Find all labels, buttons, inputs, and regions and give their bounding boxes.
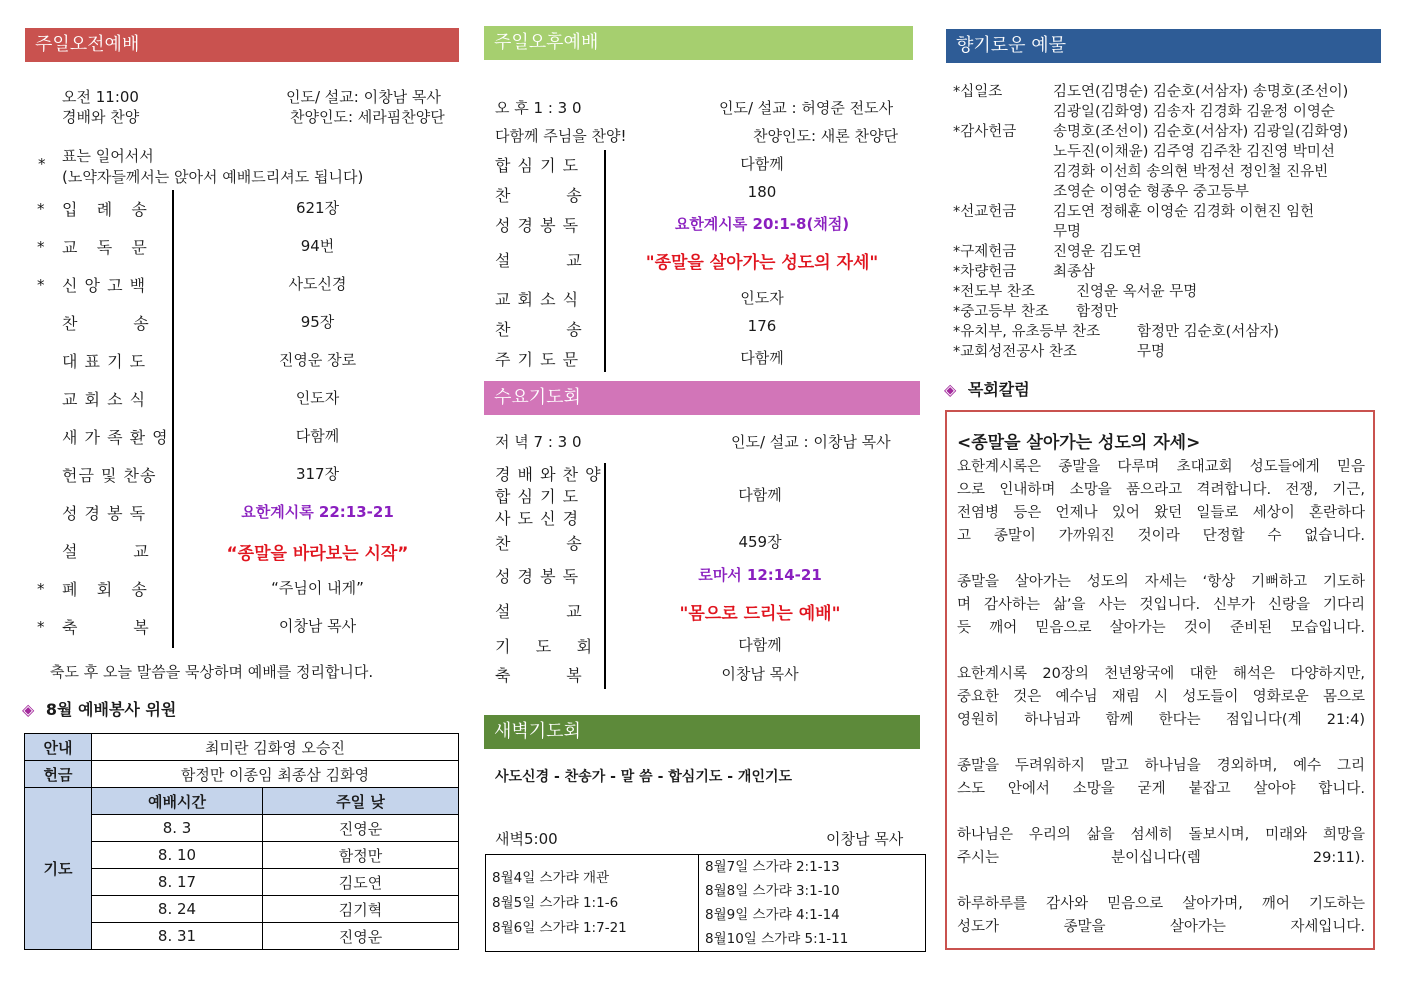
prayer-date: 8. 31 (92, 923, 263, 950)
dawn-order: 사도신경 - 찬송가 - 말 씀 - 합심기도 - 개인기도 (495, 769, 793, 785)
offering-label: *중고등부 찬조 (953, 304, 1049, 320)
column-line: 하루하루를 감사와 믿음으로 살아가며, 깨어 기도하는 (957, 896, 1365, 912)
row-value: 317장 (295, 465, 340, 483)
offering-names: 진영운 김도연 (1053, 244, 1142, 260)
prayer-date: 8. 24 (92, 896, 263, 923)
offerings-header: 향기로운 예물 (946, 29, 1381, 63)
wednesday-header: 수요기도회 (484, 381, 920, 415)
row-label: 축 복 (495, 666, 583, 685)
row-label: 사 도 신 경 (495, 509, 580, 528)
morning-praise-leader: 찬양인도: 세라핌찬양단 (290, 108, 445, 126)
row-label: 신 앙 고 백 (62, 276, 147, 295)
row-label: 설 교 (495, 251, 583, 270)
row-label: 경 배 와 찬 양 (495, 465, 602, 484)
column-paragraph (957, 456, 1365, 548)
row-label: 주 기 도 문 (495, 350, 580, 369)
prayer-name: 김도연 (263, 869, 459, 896)
dawn-right-item: 8월10일 스가랴 5:1-11 (705, 931, 849, 947)
row-label: 찬 송 (495, 534, 583, 553)
row-value: 다함께 (295, 427, 340, 445)
column-line: 영원히 하나님과 함께 한다는 점입니다(계 21:4) (957, 712, 1365, 728)
row-label: 성 경 봉 독 (495, 216, 580, 235)
offering-names: 김광일(김화영) 김송자 김경화 김윤정 이영순 (1053, 104, 1335, 120)
row-label: 대 표 기 도 (62, 352, 147, 371)
offering-label: *감사헌금 (953, 124, 1017, 140)
row-label: 기 도 회 (495, 637, 594, 656)
row-label: 교 회 소 식 (495, 290, 580, 309)
row-value: 진영운 장로 (278, 351, 357, 369)
diamond-icon: ◈ (22, 700, 35, 719)
row-value: 로마서 12:14-21 (698, 566, 822, 584)
row-value: "몸으로 드리는 예배" (679, 604, 841, 624)
row-value: 이창남 목사 (721, 665, 799, 683)
row-value: “주님이 내게” (271, 579, 364, 597)
prayer-name: 진영운 (263, 923, 459, 950)
offering-names: 김경화 이선희 송의현 박정선 정인철 진유빈 (1053, 164, 1329, 180)
row-label: 헌금 및 찬송 (62, 466, 157, 485)
afternoon-divider (604, 150, 606, 372)
row-label: 설 교 (62, 542, 150, 561)
column-line: 종말을 두려워하지 말고 하나님을 경외하며, 예수 그리 (957, 758, 1365, 774)
row-label: 찬 송 (62, 314, 150, 333)
row-value: 621장 (295, 199, 340, 217)
row-mark: * (37, 238, 45, 256)
column-paragraph (957, 755, 1365, 801)
dawn-leader: 이창남 목사 (826, 830, 904, 848)
prayer-name: 김기혁 (263, 896, 459, 923)
afternoon-time: 오 후 1 : 3 0 (495, 99, 582, 117)
column-title-text: 목회칼럼 (967, 380, 1030, 399)
morning-divider (172, 190, 174, 648)
offering-label: *차량헌금 (953, 264, 1017, 280)
row-label: 교 회 소 식 (62, 390, 147, 409)
offering-label: *십일조 (953, 84, 1003, 100)
dawn-header: 새벽기도회 (484, 715, 920, 749)
guide-names: 최미란 김화영 오승진 (92, 734, 459, 761)
row-value: 사도신경 (288, 275, 347, 293)
row-value: 94번 (300, 237, 335, 255)
column-line: 요한계시록 20장의 천년왕국에 대한 해석은 다양하지만, (957, 666, 1365, 682)
row-label: 합 심 기 도 (495, 487, 580, 506)
column-line: 고 종말이 가까워진 것이라 단정할 수 없습니다. (957, 528, 1365, 544)
row-label: 설 교 (495, 602, 583, 621)
dawn-time: 새벽5:00 (495, 830, 558, 848)
service-team-table (24, 733, 459, 950)
row-mark: * (37, 618, 45, 636)
row-label: 합 심 기 도 (495, 156, 580, 175)
column-line: 하나님은 우리의 삶을 섬세히 돌보시며, 미래와 희망을 (957, 827, 1365, 843)
dawn-left-item: 8월5일 스가랴 1:1-6 (492, 894, 619, 911)
row-value: 459장 (738, 533, 782, 551)
column-line: 요한계시록은 종말을 다루며 초대교회 성도들에게 믿음 (957, 459, 1365, 475)
row-mark: * (37, 200, 45, 218)
service-team-title-text: 8월 예배봉사 위원 (45, 700, 177, 719)
offering-names: 함정만 이종임 최종삼 김화영 (92, 761, 459, 788)
row-label: 교 독 문 (62, 238, 148, 257)
prayer-date: 8. 10 (92, 842, 263, 869)
row-label: 축 복 (62, 618, 150, 637)
dawn-schedule (485, 854, 926, 952)
col-day: 주일 낮 (263, 788, 459, 815)
col-time: 예배시간 (92, 788, 263, 815)
row-value: 176 (747, 317, 777, 335)
offering-names: 무명 (1053, 224, 1082, 240)
row-label: 입 례 송 (62, 200, 148, 219)
row-label: 성 경 봉 독 (495, 567, 580, 586)
standing-mark: * (38, 155, 46, 173)
row-value: 다함께 (740, 349, 784, 367)
column-line: 듯 깨어 믿음으로 살아가는 것이 준비된 모습입니다. (957, 620, 1365, 636)
row-value: 95장 (300, 313, 335, 331)
row-value: 이창남 목사 (278, 617, 357, 635)
column-line: 전염병 등은 언제나 있어 왔던 일들로 세상이 혼란하다 (957, 505, 1365, 521)
offering-label: *구제헌금 (953, 244, 1017, 260)
diamond-icon: ◈ (944, 380, 957, 399)
afternoon-header: 주일오후예배 (484, 26, 913, 60)
offering-label: *교회성전공사 찬조 (953, 344, 1077, 360)
morning-praise: 경배와 찬양 (62, 108, 140, 126)
offering-names: 노두진(이채윤) 김주영 김주찬 김진영 박미선 (1053, 144, 1335, 160)
afternoon-praise: 다함께 주님을 찬양! (495, 127, 627, 145)
wednesday-time: 저 녁 7 : 3 0 (495, 433, 582, 451)
offering-label: *유치부, 유초등부 찬조 (953, 324, 1101, 340)
offering-names: 최종삼 (1053, 264, 1096, 280)
offering-names: 김도연 정해훈 이영순 김경화 이현진 임헌 (1053, 204, 1315, 220)
wednesday-divider (604, 463, 606, 689)
morning-closing: 축도 후 오늘 말씀을 묵상하며 예배를 정리합니다. (50, 663, 374, 681)
column-line: 성도가 종말을 살아가는 자세입니다. (957, 919, 1365, 935)
offering-label: *선교헌금 (953, 204, 1017, 220)
row-mark: * (37, 276, 45, 294)
offering-names: 김도연(김명순) 김순호(서삼자) 송명호(조선이) (1053, 84, 1349, 100)
row-value: 다함께 (738, 486, 782, 504)
column-line: 종말을 살아가는 성도의 자세는 ‘항상 기뻐하고 기도하 (957, 574, 1365, 590)
afternoon-praise-leader: 찬양인도: 새론 찬양단 (753, 127, 899, 145)
row-value: 요한계시록 22:13-21 (241, 503, 394, 521)
column-box (945, 410, 1375, 950)
prayer-label: 기도 (25, 788, 92, 950)
row-label: 새 가 족 환 영 (62, 428, 169, 447)
dawn-left-item: 8월4일 스가랴 개관 (492, 869, 610, 886)
row-value: 다함께 (740, 155, 784, 173)
offering-names: 함정만 김순호(서삼자) (1137, 324, 1279, 340)
offering-names: 무명 (1137, 344, 1166, 360)
dawn-right-item: 8월7일 스가랴 2:1-13 (705, 859, 840, 875)
offering-label: 헌금 (25, 761, 92, 788)
offering-names: 조영순 이영순 형종우 중고등부 (1053, 184, 1249, 200)
column-paragraph (957, 663, 1365, 732)
row-value: 요한계시록 20:1-8(채점) (674, 215, 850, 233)
prayer-date: 8. 3 (92, 815, 263, 842)
row-value: 인도자 (740, 289, 784, 307)
row-value: 180 (747, 183, 777, 201)
prayer-date: 8. 17 (92, 869, 263, 896)
offering-names: 함정만 (1076, 304, 1119, 320)
dawn-right-item: 8월9일 스가랴 4:1-14 (705, 907, 840, 923)
column-paragraph (957, 571, 1365, 640)
guide-label: 안내 (25, 734, 92, 761)
dawn-left-item: 8월6일 스가랴 1:7-21 (492, 919, 627, 936)
wednesday-leader: 인도/ 설교 : 이창남 목사 (731, 433, 891, 451)
offering-names: 송명호(조선이) 김순호(서삼자) 김광일(김화영) (1053, 124, 1349, 140)
offering-label: *전도부 찬조 (953, 284, 1035, 300)
column-line: 중요한 것은 예수님 재림 시 성도들이 영화로운 몸으로 (957, 689, 1365, 705)
column-paragraph (957, 893, 1365, 939)
column-line: 며 감사하는 삶’을 사는 것입니다. 신부가 신랑을 기다리 (957, 597, 1365, 613)
row-label: 찬 송 (495, 320, 583, 339)
standing-note-sub: (노약자들께서는 앉아서 예배드리셔도 됩니다) (62, 168, 364, 186)
row-label: 찬 송 (495, 186, 583, 205)
row-label: 성 경 봉 독 (62, 504, 147, 523)
row-value: "종말을 살아가는 성도의 자세" (645, 253, 879, 273)
column-paragraph (957, 824, 1365, 870)
offering-names: 진영운 옥서윤 무명 (1076, 284, 1198, 300)
row-label: 폐 회 송 (62, 580, 148, 599)
morning-leader: 인도/ 설교: 이창남 목사 (286, 88, 441, 106)
prayer-name: 함정만 (263, 842, 459, 869)
column-title (944, 377, 1030, 400)
column-line: 스도 안에서 소망을 굳게 붙잡고 살아야 합니다. (957, 781, 1365, 797)
dawn-right-item: 8월8일 스가랴 3:1-10 (705, 883, 840, 899)
service-team-title (22, 697, 176, 720)
row-mark: * (37, 580, 45, 598)
prayer-name: 진영운 (263, 815, 459, 842)
column-heading: <종말을 살아가는 성도의 자세> (957, 433, 1201, 453)
morning-header: 주일오전예배 (25, 28, 459, 62)
row-value: 인도자 (295, 389, 340, 407)
standing-note: 표는 일어서서 (62, 147, 154, 165)
morning-time: 오전 11:00 (62, 88, 139, 106)
column-line: 으로 인내하며 소망을 품으라고 격려합니다. 전쟁, 기근, (957, 482, 1365, 498)
afternoon-leader: 인도/ 설교 : 허영준 전도사 (719, 99, 894, 117)
row-value: “종말을 바라보는 시작” (226, 544, 409, 564)
column-line: 주시는 분이십니다(렘 29:11). (957, 850, 1365, 866)
row-value: 다함께 (738, 636, 782, 654)
